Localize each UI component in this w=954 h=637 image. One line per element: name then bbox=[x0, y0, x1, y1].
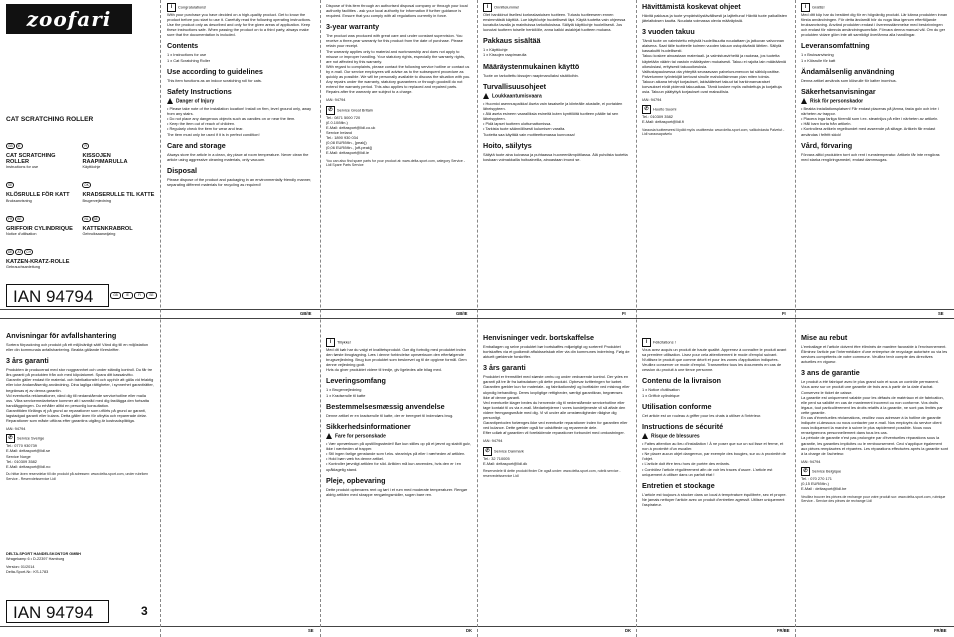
dk-care: Dette produkt opbevares rent og tørt i et rum med moderate temperaturer. Rengør aldrig artiklen med skrappe rengøringsmidler, sugen bare ren. bbox=[326, 486, 468, 497]
se-care-heading: Vård, förvaring bbox=[801, 140, 853, 150]
fi-care: Säilytä tuote aina kuivassa ja puhtaassa huoneenlämpötilassa. Älä puhdista tuotetta koskaan voimakkailla hoitoaineilla, ainoastaan imuroi se. bbox=[483, 151, 628, 162]
fr-disposal-heading: Mise au rebut bbox=[801, 334, 848, 342]
info-icon: i bbox=[801, 3, 810, 12]
se-contents: 1 x Bruksanvisning 1 x Klösrulle för katt bbox=[801, 52, 836, 63]
dk-intro: i Tillykke! Med dit køb har du valgt et kvalitetsprodukt. Gør dig fortrolig med produktet inden den første ibrugtagning. Læs i denne forbindelse opmærksom den efterfølgende brugsvejledning. Brug kun produktet som beskrevet og til de opgivne formål. Gem denne vejledning godt. Hvis du giver produktet videre til tredje, giv ligeledes alle bilag med. bbox=[326, 339, 467, 373]
fr-disposal: L'emballage et l'article doivent être éliminés de manière favorable à l'environnement. Éliminez l'article par l'intermédiaire d'une entreprise de recyclage autorisée ou via les services compétents de votre commune. Veuillez tenir compte des directives actuelles en vigueur. bbox=[801, 344, 948, 365]
fi-panel-1 bbox=[477, 3, 636, 308]
fr-panel-2 bbox=[795, 334, 954, 625]
gb-disposal: Please dispose of the product and packaging in an environmentally friendly manner, separating different materials for recycling as required! bbox=[167, 176, 312, 187]
gb-warranty: The product was produced with great care and under constant supervision. You receive a three-year warranty for this product from the date of purchase. Please retain your receipt. The warranty applies only to material and workmanship and does not apply to misuse or improper handling. Your statutory rights, especially the warranty rights, are not affected by this warranty. With regard to complaints, please contact the following service hotline or contact us by e-mail. Our service employees will advise as to the subsequent procedure as quickly as possible. We will be personally available to discuss the situation with you. Any repairs under the warranty, statutory guarantees or through goodwill do not extend the warranty period. This also applies to replaced and repaired parts. Repairs after the warranty are subject to a charge. bbox=[326, 33, 471, 95]
fr-warranty: Le produit a été fabriqué avec le plus grand soin et sous un contrôle permanent. Vous avez sur ce produit une garantie de trois ans à partir de la date d'achat. Conservez le ticket de caisse. La garantie est uniquement valable pour les défauts de matériaux et de fabrication, elle perd sa validité en cas de maniement incorrect ou non conforme. Vos droits légaux, tout particulièrement les droits relatifs à la garantie, ne sont pas limités par cette garantie. En cas d'éventuelles réclamations, veuillez vous adresser à la hotline de garantie indiquée ci-dessous ou nous contacter par e-mail. Nos employés du service client vous indiqueront la marche à suivre le plus rapidement possible. Nous vous renseignerons personnellement dans tous les cas. La période de garantie n'est pas prolongée par d'éventuelles réparations sous la garantie, les garanties implicites ou le remboursement. Ceci s'applique également aux pièces remplacées et réparées. Les réparations effectuées après la garantie sont à la charge de l'acheteur. bbox=[801, 379, 948, 456]
service-icon: ✆ bbox=[642, 105, 651, 114]
company-block bbox=[6, 552, 156, 575]
fi-use-heading: Määräystenmukainen käyttö bbox=[483, 61, 580, 71]
fi-danger-heading: Loukkaantumisvaara bbox=[483, 93, 630, 99]
language-entry: FI KISSOJEN RAAPIMARULLA Käyttöohje bbox=[82, 144, 128, 170]
fi-warranty-heading: 3 vuoden takuu bbox=[642, 27, 695, 37]
language-entry: NL BE KATTENKRABROL Gebruiksaanwijzing bbox=[82, 216, 133, 236]
brand-name: zoofari bbox=[26, 7, 112, 31]
fi-disposal-heading: Hävittämistä koskevat ohjeet bbox=[642, 3, 741, 11]
strip-label: GB/IE bbox=[300, 311, 312, 316]
service-icon: ✆ bbox=[801, 467, 810, 476]
language-entry: DK KRADSERULLE TIL KATTE Brugervejledning bbox=[82, 183, 155, 203]
se-use: Denna artikel används som klösrulle för katter inomhus. bbox=[801, 77, 897, 83]
brand-logo bbox=[6, 4, 132, 34]
se-use-heading: Ändamålsenlig användning bbox=[801, 66, 895, 76]
language-entry: DE AT CH KATZEN-KRATZ-ROLLE Gebrauchsanleitung bbox=[6, 249, 70, 270]
se-panel-2 bbox=[0, 322, 160, 625]
dk-service: ✆ Service Danmark Tel.: 32 710005 E-Mail: deltasport@lidl.dk bbox=[483, 447, 528, 466]
info-icon: i bbox=[483, 3, 492, 12]
se-safety: • Beakta installationsplatsen! Får endast placeras på jämna, fasta golv och inte i närheten av trappor. • Placera inga farliga föremål som t.ex. stearinljus på eller i närheten av artikeln. • Håll barn borta från artikeln. • Kontrollera artikeln regelbundet med avseende på slitage. Artikeln får endast användas i felfritt skick! bbox=[801, 106, 939, 137]
ian-box: IAN 94794 bbox=[6, 284, 109, 307]
product-title: CAT SCRATCHING ROLLER bbox=[6, 116, 94, 123]
dk-danger-heading: Fare for personskade bbox=[326, 433, 471, 439]
strip-label: DK bbox=[625, 628, 632, 633]
fi-safety-heading: Turvallisuusohjeet bbox=[483, 81, 546, 91]
fi-intro: i Onnittelumme! Olet hankkinut itsellesi korkealaatuisen tuotteen. Tutustu tuotteeseen ennen ensimmäistä käyttöä. Lue käyttöohje huolellisesti läpi. Käytä tuotetta vain ohjeessa kuvatulla tavalla ja mainituissa tarkoituksissa. Säilytä käyttöohje huolellisesti. Jos luovutat tuotteen toiselle henkilölle, anna kaikki asiakirjat tuotteen mukana. bbox=[483, 4, 626, 33]
fi-care-heading: Hoito, säilytys bbox=[483, 140, 532, 150]
fr-contents-heading: Contenu de la livraison bbox=[642, 376, 722, 386]
strip-label: DK bbox=[466, 628, 473, 633]
se-danger-heading: Risk för personskador bbox=[801, 98, 948, 104]
gb-care: Always store the article in a clean, dry place at room temperature. Never clean the article using aggressive cleaning materials, only vacuum. bbox=[167, 151, 309, 162]
info-icon: i bbox=[326, 338, 335, 347]
gb-safety-heading: Safety Instructions bbox=[167, 86, 232, 96]
warning-icon bbox=[801, 98, 807, 104]
dk-panel-1 bbox=[320, 338, 477, 625]
fi-service: ✆ Huolto Suomi Tel.: 010309 3582 E-Mail: deltasport@lidl.fi bbox=[642, 106, 685, 125]
se-care: Förvara alltid produkten torrt och rent i rumstemperatur. Artikeln får inte rengöras med starka rengöringsmedel, endast dammsugas. bbox=[801, 151, 940, 162]
fr-safety: • Faites attention au lieu d'installation ! À ne poser que sur un sol lisse et ferme, et non à proximité d'un escalier. • Ne placer aucun objet dangereux, par exemple des bougies, sur ou à proximité de l'objet. • L'article doit être tenu hors de portée des enfants. • Contrôlez l'article régulièrement afin de voir les traces d'usure. L'article est uniquement à utiliser dans un parfait état ! bbox=[642, 441, 786, 477]
gb-use: This item functions as an indoor scratching roll for cats. bbox=[167, 77, 262, 83]
fi-footnote: Varaosia tuotteeseesi löydät myös osoitteesta: www.delta-sport.com, valikohdasta Palvelut - Lidl varaosapalvelu bbox=[642, 128, 785, 137]
info-icon: i bbox=[642, 338, 651, 347]
warning-icon bbox=[642, 433, 648, 439]
fr-safety-heading: Instructions de sécurité bbox=[642, 421, 724, 431]
se-contents-heading: Leveransomfattning bbox=[801, 41, 870, 51]
fi-disposal: Hävitä pakkaus ja tuote ympäristöystävällisesti ja lajiteltuna! Hävitä tuote paikallisten jätelaitoksen kautta. Noudata voimassa olevia määräyksiä. bbox=[642, 13, 788, 24]
dk-ian: IAN: 94794 bbox=[483, 438, 503, 444]
service-icon: ✆ bbox=[6, 434, 15, 443]
se-service: ✆ Service Sverige Tel.: 0770 930739 E-Mail: deltasport@lidl.se Service Norge Tel.: 010309 3582 E-Mail: deltasport@lidl.no bbox=[6, 435, 51, 469]
company-name: DELTA-SPORT HANDELSKONTOR GMBH bbox=[6, 552, 81, 556]
cover-panel bbox=[0, 0, 160, 309]
fr-intro: i Félicitations ! Vous avez acquis un produit de haute qualité. Apprenez à connaître le produit avant sa première utilisation. Lisez pour cela attentivement le mode d'emploi suivant. N'utilisez le produit que comme décrit et pour les zones d'application indiquées. Veuillez conserver ce mode d'emploi. Transmettez tous les documents en cas de cession du produit à une tierce personne. bbox=[642, 339, 787, 373]
fi-contents-heading: Pakkaus sisältää bbox=[483, 36, 541, 46]
gb-intro: i Congratulations! With your purchase you have decided on a high-quality product. Get to know the product before you start to use it. Carefully read the following operating instructions. Use the product only as described and only for the given areas of application. Keep these instructions safe. When passing the product on to a third party, always make sure that the documentation is included. bbox=[167, 4, 312, 38]
service-icon: ✆ bbox=[483, 447, 492, 456]
gb-ian: IAN: 94794 bbox=[326, 97, 346, 103]
fr-warranty-heading: 3 ans de garantie bbox=[801, 368, 860, 378]
dk-care-heading: Pleje, opbevaring bbox=[326, 475, 386, 485]
se-disposal: Sortera förpackning och produkt på ett miljövänligt sätt! Vänd dig till en miljöstation eller din kommunala avfallshantering. Beakta gällande föreskrifter. bbox=[6, 342, 149, 353]
language-entry: SE KLÖSRULLE FÖR KATT Bruksanvisning bbox=[6, 183, 70, 203]
gb-disposal-heading: Disposal bbox=[167, 165, 197, 175]
gb-warranty-heading: 3-year warranty bbox=[326, 22, 380, 32]
company-version: Version: 01/2014 bbox=[6, 565, 35, 569]
strip-label: GB/IE bbox=[456, 311, 468, 316]
gb-panel-2 bbox=[320, 3, 477, 308]
strip-label: SE bbox=[938, 311, 944, 316]
se-panel-1 bbox=[795, 3, 954, 308]
gb-use-heading: Use according to guidelines bbox=[167, 66, 263, 76]
fr-footnote: Veuillez trouver les pièces de rechange pour votre produit sur: www.delta-sport.com, rubrique Service - Service des pièces de rechange Lidl bbox=[801, 494, 946, 504]
se-warranty: Produkten är producerad med stor noggrannhet och under ständig kontroll. Du får tre års garanti på produkten från och med köpdatumet. Spara ditt kassakvitto. Garantin gäller endast för material- och fabrikationsfel och upphör att gälla vid felaktig eller icke ändamålsenlig användning. Dina lagliga rättigheter, i synnerhet garantirätter, begränsas ej av denna garantin. Vid eventuella reklamationer, vänd dig till nedanstående servicehotline eller maila oss. Våra servicemedarbetare kommer att i samråd med dig fastlägga den fortsatta handläggningen. Du erhåller alltid en personlig konsultation. Garantitiden förlängs ej på grund av reparationer som utförts på grund av garanti, lagstadgad garanti eller kulans. Detta gäller även för utbytta och reparerade delar. Reparationer som måste utföras efter garantins utgång är kostnadspliktiga. bbox=[6, 367, 154, 424]
gb-safety: • Please take note of the installation location! Install on firm, level ground only, away from any stairs. • Do not place any dangerous objects such as candles on or near the item. • Keep the item out of reach of children. • Regularly check the item for wear and tear. The item must only be used if it is in perfect condition! bbox=[167, 106, 312, 137]
fi-ian: IAN: 94794 bbox=[642, 97, 662, 103]
warning-icon bbox=[326, 433, 332, 439]
dk-safety: • Vær opmærksom på opstillingsstedet! Bør kun stilles op på et jævnt og stabilt gulv, ikke i nærheden af trapper. • Stil ingen farlige genstande som f.eks. stearinlys på eller i nærheden af artiklen. • Hold børn væk fra denne artikel. • Kontroller jævnligt artiklen for slid. Artiklen må kun anvendes, hvis den er i en upåklagelig stand. bbox=[326, 441, 471, 472]
fi-warranty: Tämä tuote on valmistettu erityistä huolellisuutta noudattaen ja jatkuvan valvonnan alaisena. Saat tälle tuotteelle kolmen vuoden takuun ostopäivästä lähtien. Säilytä kassakuitti huolellisesti. Takuu koskee ainoastaan materiaali- ja valmistusvirheitä ja raukeaa, jos tuotetta käytetään väärin tai vastoin määräysten mukaisesti. Takuu ei rajoita lain määräämiä oikeuksiasi, erityisesti takuuoikeuksia. Valitustapauksessa ota yhteyttä seuraavaan palvelunumeroon tai sähköpostitse. Palvelumme työntekijät kertovat sinulle mahdollisimman pian miten toimia. Takuun aikana tehdyt korjaukset, lakisääteiset takuut tai harkinnanvaraiset korvaukset eivät pidennä takuuaikaa. Tämä koskee myös vaihdettuja ja korjattuja osia. Takuun päätyttyä korjaukset ovat maksullisia. bbox=[642, 38, 786, 95]
strip-label: FR/BE bbox=[934, 628, 947, 633]
gb-danger-heading: Danger of Injury bbox=[167, 98, 314, 104]
se-safety-heading: Säkerhetsanvisningar bbox=[801, 86, 876, 96]
fr-ian: IAN: 94794 bbox=[801, 458, 821, 464]
gb-disposal-cont: Dispose of this item through an authorised disposal company or through your local authority facilities - ask your local authority for information if further guidance is required. Ensure that you comply with all regulations currently in force. bbox=[326, 3, 468, 19]
dk-warranty: Produktet er fremstillet med største omhu og under vedvarende kontrol. Der ydes en garanti på tre år fra købsdatoen på dette produkt. Opbevar kvitteringen for købet. Garantien gælder kun for materiale- og fabrikationsfejl og bortfalder ved misbrug eller ukyndig behandling. Deres lovpligtige rettigheder, særligt garantikrav, begrænses ikke af denne garanti. Ved eventuelle klager bedes du henvende dig til nedenstående servicehotline eller tage kontakt til os via e-mail. Medarbejderne i vores kundetjeneste vil så aftale den videre fremgangsmåde med dig. Vi vil under alle omstændigheder rådgive dig personligt. Garantiperioden forlænges ikke ved eventuelle reparationer inden for garantien eller ved kulance. Dette gælder også for udskiftede og reparerede dele. Efter udløb af garantien vil forefaldende reparationer forbundet med omkostninger. bbox=[483, 374, 630, 436]
company-id: Delta-Sport-Nr.: KS-1783 bbox=[6, 570, 49, 574]
fr-contents: 1 x Notice d'utilisation 1 x Griffoir cylindrique bbox=[642, 387, 680, 398]
fi-contents: 1 x Käyttöohje 1 x Kissojen raapimarulla bbox=[483, 47, 527, 58]
fr-use-heading: Utilisation conforme bbox=[642, 401, 712, 411]
gb-panel-1 bbox=[161, 3, 320, 308]
gb-footnote: You can also find spare parts for your product at: www.delta-sport.com, category Service - Lidl Spare Parts Service bbox=[326, 158, 465, 168]
language-entry: GB IE CAT SCRATCHING ROLLER Instructions for use bbox=[6, 144, 56, 170]
ian-box-bottom: IAN 94794 bbox=[6, 600, 109, 623]
dk-disposal: Emballagen og selve produktet bør bortskaffes miljørigtigt og sorteret! Produktet bortskaffes via et godkendt affaldsselskab eller via din kommunes indretning. Følg de aktuelt gældende forskrifter. bbox=[483, 344, 630, 360]
fr-use: Cet article est un rouleau à griffer pour les chats à utiliser à l'intérieur. bbox=[642, 412, 762, 418]
warning-icon bbox=[167, 98, 173, 104]
fr-care-heading: Entretien et stockage bbox=[642, 480, 715, 490]
page-strip-top bbox=[0, 309, 954, 318]
strip-label: FI bbox=[622, 311, 626, 316]
fr-service: ✆ Service Belgique Tel. : 070 270 171 (0,15 EUR/Min.) E-Mail : deltasport@lidl.be bbox=[801, 467, 847, 492]
strip-label: SE bbox=[308, 628, 314, 633]
dk-safety-heading: Sikkerhedsinformationer bbox=[326, 421, 411, 431]
dk-contents: 1 x Brugervejledning 1 x Kradserulle til katte bbox=[326, 387, 366, 398]
service-icon: ✆ bbox=[326, 106, 335, 115]
fr-panel-1 bbox=[636, 338, 795, 625]
info-icon: i bbox=[167, 3, 176, 12]
company-address: Wragekamp 6 • D-22397 Hamburg bbox=[6, 557, 65, 561]
dk-disposal-heading: Henvisninger vedr. bortskaffelse bbox=[483, 334, 595, 342]
se-footnote: Du hittar även reservdelar till din produkt på adressen: www.delta-sport.com, under rubriken Service - Reservdelsservice Lidl bbox=[6, 472, 149, 481]
language-list bbox=[6, 134, 156, 273]
country-flags: GB IE FI SE bbox=[110, 283, 158, 309]
gb-contents-heading: Contents bbox=[167, 41, 199, 51]
warning-icon bbox=[483, 93, 489, 99]
gb-care-heading: Care and storage bbox=[167, 140, 226, 150]
fi-use: Tuote on tarkoitettu kissojen raapimarullaksi sisätiloihin. bbox=[483, 72, 579, 78]
gb-contents: 1 x Instructions for use 1 x Cat Scratching Roller bbox=[167, 52, 211, 63]
fi-panel-2 bbox=[636, 3, 795, 308]
dk-use-heading: Bestemmelsesmæssig anvendelse bbox=[326, 401, 445, 411]
se-warranty-heading: 3 års garanti bbox=[6, 356, 49, 366]
page-strip-bottom bbox=[0, 626, 954, 635]
page-number: 3 bbox=[141, 604, 148, 618]
fr-care: L'article est toujours à stocker dans un local à température équilibrée, sec et propre. Ne jamais nettoyer l'article avec un produit d'entretien agressif. Utiliser uniquement l'aspirateur. bbox=[642, 491, 787, 507]
language-entry: FR BE GRIFFOIR CYLINDRIQUE Notice d'utilisation bbox=[6, 216, 73, 236]
dk-warranty-heading: 3 års garanti bbox=[483, 363, 526, 373]
dk-contents-heading: Leveringsomfang bbox=[326, 376, 386, 386]
fr-danger-heading: Risque de blessures bbox=[642, 433, 789, 439]
gb-service: ✆ Service Great Britain Tel.: 0871 5000 720 (£ 0.10/Min.) E-Mail: deltasport@lidl.co.uk Service Ireland Tel.: 1890 930 034 (0,08 EUR/Min., [peak]) (0,06 EUR/Min., [off-peak]) E-Mail: deltasport@lidl.ie bbox=[326, 106, 376, 156]
fi-safety: • Huomioi asennuspaikka! Aseta vain tasaiselle ja kiinteälle alustalle, ei portaiden läheisyyteen. • Älä aseta esineen vaaralliksia esineitä kuten kynttilöitä tuotteen päälle tai sen läheisyyteen. • Pidä lapset tuotteen ulottumattomissa. • Tarkista tuote säännöllisesti kulumisen varalta. Tuotetta saa käyttää vain moitteettomassa kunnossa! bbox=[483, 100, 623, 137]
dk-panel-2 bbox=[477, 334, 636, 625]
strip-label: FR/BE bbox=[777, 628, 790, 633]
se-intro: i Grattis! Med ditt köp har du bestämt dig för en högvärdig produkt. Lär känna produkten innan första användningen. För detta ändamål bör du noga läsa igenom efterföljande bruksanvisning. Använd produkten endast i överensstämmelse med beskrivningen och endast för nämnda användningsområde. Förvara denna manual väl. Om du ger produkten vidare glöm inte att samtidigt överlämna alla handlingar. bbox=[801, 4, 948, 38]
dk-footnote: Reservedele til dette produkt finder De også under: www.delta-sport.com, rubrik service - reservedelsservice Lidl bbox=[483, 469, 621, 478]
se-disposal-heading: Anvisningar för avfallshantering bbox=[6, 331, 117, 340]
dk-use: Denne artikel er en kradserulle til katte, der er beregnet til indendørs brug. bbox=[326, 412, 454, 418]
strip-label: FI bbox=[782, 311, 786, 316]
se-ian: IAN: 94794 bbox=[6, 426, 26, 432]
